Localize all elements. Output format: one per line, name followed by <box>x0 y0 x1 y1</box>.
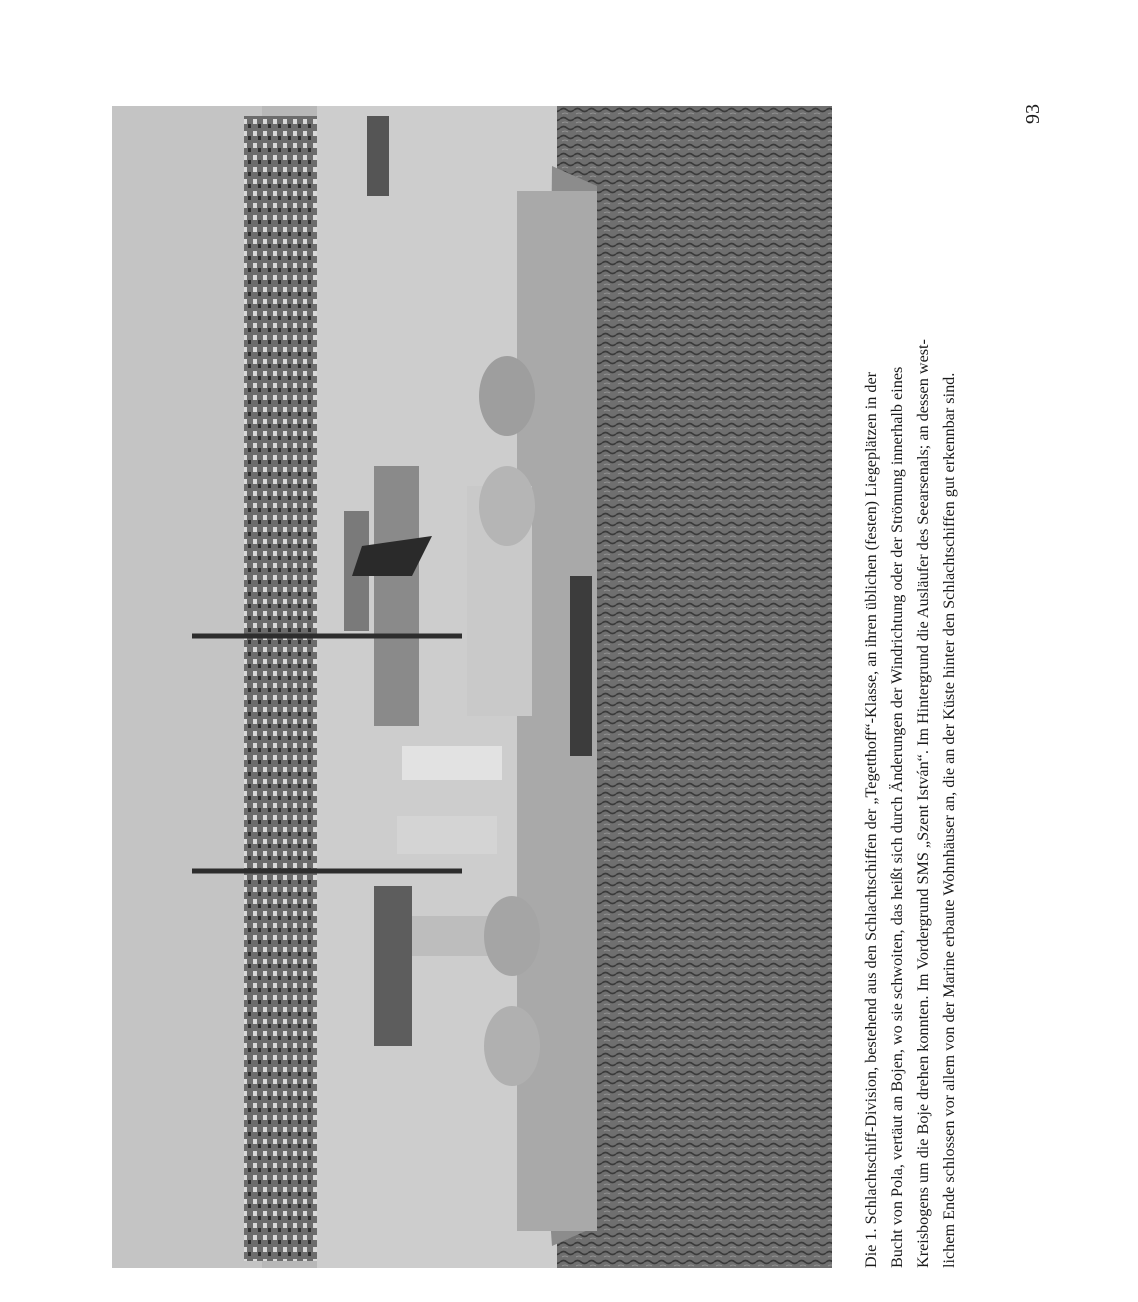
caption-line: Die 1. Schlachtschiff-Division, bestehend aus den Schlachtschiffen der „Tegetthoff“-Klasse, an ihren üblichen (festen) Liegeplätzen in der <box>862 371 880 1268</box>
page-number: 93 <box>1022 104 1044 124</box>
battleship-photograph <box>112 106 832 1268</box>
sky <box>112 106 262 1268</box>
caption-line: lichem Ende schlossen vor allem von der Marine erbaute Wohnhäuser an, die an der Küste hinter den Schlachtschiffen gut erkennbar sind. <box>940 372 958 1268</box>
photo-caption <box>858 106 968 1268</box>
caption-line: Bucht von Pola, vertäut an Bojen, wo sie schwoiten, das heißt sich durch Änderungen der Windrichtung oder der Strömung innerhalb eines <box>888 366 906 1268</box>
sea-water <box>557 106 832 1268</box>
caption-line: Kreisbogens um die Boje drehen konnten. Im Vordergrund SMS „Szent István“. Im Hintergrund die Ausläufer des Seearsenals; an dessen west- <box>914 339 932 1268</box>
